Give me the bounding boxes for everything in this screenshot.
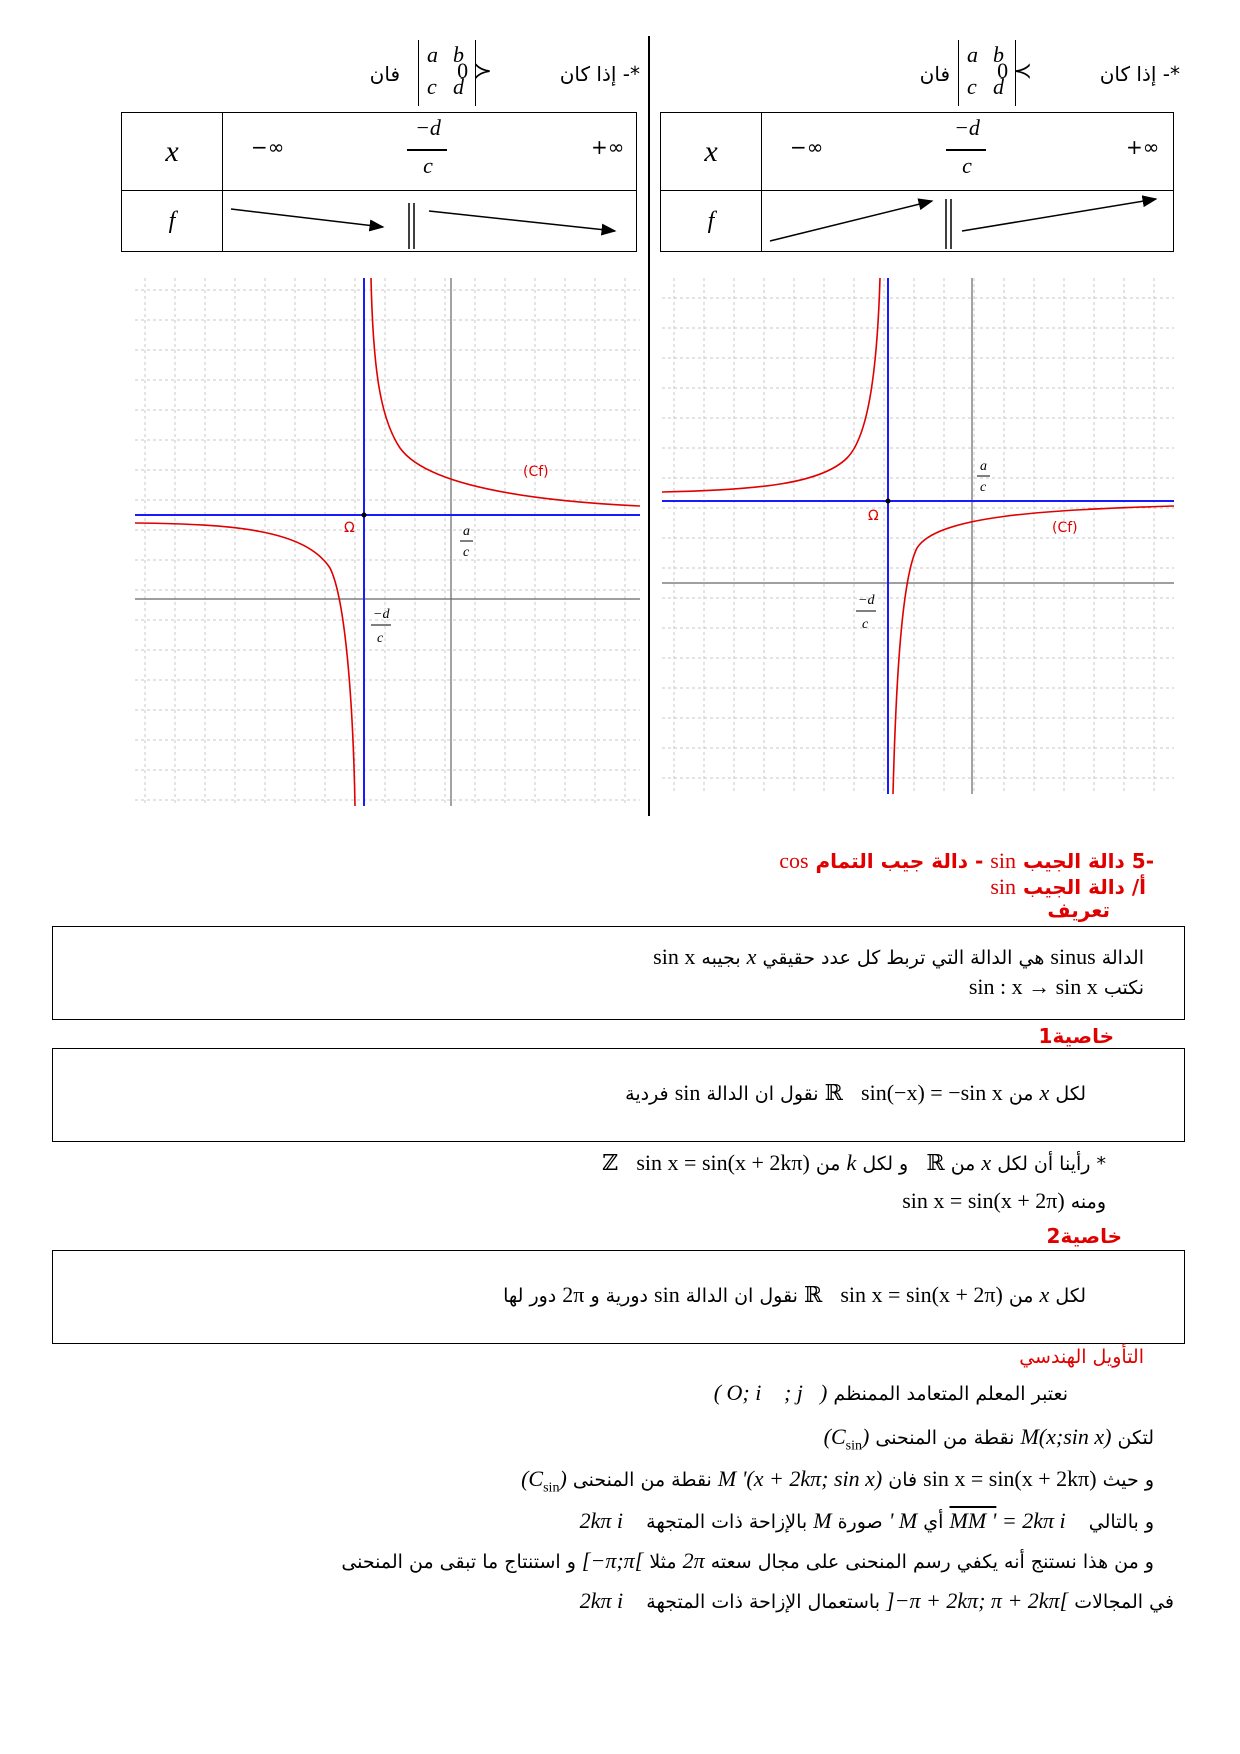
geo-curve-C: (C: [823, 1424, 846, 1449]
p2-text: من: [1008, 1285, 1034, 1307]
p2-text: لكل: [1055, 1285, 1086, 1307]
right-relation: ≻ 0: [997, 58, 1032, 83]
heading-sin: sin: [990, 848, 1016, 873]
geo-curve-sub: sin: [845, 1438, 863, 1454]
seen-math: sin x = sin(x + 2kπ): [636, 1150, 810, 1175]
geo-text: نقطة من المنحنى: [875, 1427, 1015, 1449]
geo-text: صورة: [837, 1511, 883, 1533]
right-v-asym-num: −d: [858, 593, 875, 608]
p2-2pi: 2π: [562, 1282, 585, 1307]
left-relation: ≺ 0: [457, 58, 492, 83]
right-v-asym-den: c: [862, 617, 869, 632]
geo-text: نقطة من المنحنى: [572, 1469, 712, 1491]
left-condition: [360, 50, 640, 110]
geo-text: أي: [923, 1511, 944, 1533]
subheading-text: أ/ دالة الجيب: [1023, 875, 1146, 899]
subsection-heading: [990, 874, 1146, 900]
geo-text: نعتبر المعلم المتعامد الممنظم: [833, 1383, 1068, 1405]
seen-text: * رأينا أن لكل: [997, 1153, 1106, 1175]
seen-x: x: [981, 1150, 992, 1175]
left-h-asym-num: a: [463, 524, 470, 539]
right-variation-table: [660, 112, 1174, 252]
geo-eq: = 2kπ i⃗: [996, 1508, 1083, 1533]
seen-R: ℝ: [926, 1150, 945, 1175]
p2-text: دورية و: [590, 1285, 648, 1307]
det-d: d: [993, 74, 1004, 99]
det-c: c: [427, 74, 437, 99]
pole-numerator: −d: [954, 115, 980, 140]
geo-curve-close: ): [559, 1466, 567, 1491]
seen-k: k: [846, 1150, 857, 1175]
geo-vector: MM ': [949, 1508, 997, 1533]
geometric-line-1: [714, 1380, 1068, 1406]
det-d: d: [453, 74, 464, 99]
p1-text: فردية: [625, 1083, 669, 1105]
seen-Z: ℤ: [602, 1150, 619, 1175]
geo-v: 2kπ i⃗: [579, 1508, 641, 1533]
geometric-line-5: [341, 1548, 1154, 1574]
plus-inf: +∞: [591, 135, 625, 159]
geometric-line-4: [580, 1508, 1154, 1534]
p2-text: نقول ان الدالة: [685, 1285, 798, 1307]
def-text: نكتب: [1103, 977, 1144, 999]
left-curve-label: (Cf): [523, 464, 549, 480]
section-heading: [779, 848, 1154, 874]
p1-text: من: [1008, 1083, 1034, 1105]
column-separator: [648, 36, 650, 816]
geo-M: M(x;sin x): [1020, 1424, 1112, 1449]
det-a: a: [967, 42, 978, 67]
pole-fraction-bar: [407, 149, 447, 151]
pole-numerator: −d: [415, 115, 441, 140]
det-a: a: [427, 42, 438, 67]
left-v-asym-den: c: [377, 631, 384, 646]
geometric-line-2: [824, 1424, 1154, 1454]
seen-text: و لكل: [862, 1153, 909, 1175]
geo-text: و بالتالي: [1088, 1511, 1154, 1533]
table-x-row: [223, 113, 637, 191]
right-graph: [662, 278, 1174, 794]
seen-text: من: [950, 1153, 976, 1175]
left-h-asym-den: c: [463, 545, 470, 560]
def-notation: sin : x → sin x: [968, 974, 1098, 999]
geo-2pi: 2π: [682, 1548, 705, 1573]
pole-denominator: c: [962, 153, 972, 178]
def-text: بجيبه: [701, 947, 741, 969]
plus-inf: +∞: [1126, 135, 1160, 159]
det-b: b: [453, 42, 464, 67]
geo-curve: [823, 1424, 870, 1454]
decreasing-arrows: [223, 191, 637, 253]
pole-fraction-bar: [946, 149, 986, 151]
hence-line: [902, 1188, 1106, 1214]
det-c: c: [967, 74, 977, 99]
left-condition-prefix: *- إذا كان: [559, 62, 640, 86]
geo-text: و استنتاج ما تبقى من المنحنى: [341, 1551, 576, 1573]
right-condition-suffix: فان: [919, 62, 950, 86]
property1-text: [625, 1080, 1086, 1106]
p2-sin: sin: [654, 1282, 680, 1307]
geo-interval: [−π;π[: [581, 1548, 644, 1573]
geo-text: في المجالات: [1074, 1591, 1174, 1613]
table-f-row: [762, 191, 1174, 252]
hence-text: ومنه: [1070, 1191, 1106, 1213]
geo-text: و من هذا نستنج أنه يكفي رسم المنحنى على مجال سعته: [710, 1551, 1154, 1573]
det-b: b: [993, 42, 1004, 67]
def-sinx: sin x: [653, 944, 696, 969]
right-curve-label: (Cf): [1052, 520, 1078, 536]
subheading-sin: sin: [990, 874, 1017, 899]
left-center-label: Ω: [344, 520, 355, 536]
pole-denominator: c: [423, 153, 433, 178]
p1-sin: sin: [674, 1080, 701, 1105]
heading-cos: cos: [779, 848, 809, 873]
minus-inf: −∞: [251, 135, 285, 159]
geo-text: فان: [888, 1469, 918, 1491]
left-graph: [135, 278, 640, 806]
def-sinus: sinus: [1050, 944, 1096, 969]
geo-text: لتكن: [1117, 1427, 1154, 1449]
p2-x: x: [1039, 1282, 1050, 1307]
right-h-asym-num: a: [980, 459, 987, 474]
p1-R: ℝ: [824, 1080, 843, 1105]
geometric-line-3: [521, 1466, 1154, 1496]
table-f-label: f: [661, 191, 762, 252]
property1-title: خاصية1: [1038, 1024, 1114, 1048]
geo-text: مثلا: [649, 1551, 677, 1573]
seen-text: من: [815, 1153, 841, 1175]
p2-text: دور لها: [503, 1285, 557, 1307]
heading-mid: - دالة جيب التمام: [815, 849, 984, 873]
increasing-arrows: [762, 191, 1174, 253]
seen-line: [602, 1150, 1106, 1176]
definition-title: تعريف: [1047, 898, 1110, 922]
property2-text: [503, 1282, 1086, 1308]
hence-math: sin x = sin(x + 2π): [902, 1188, 1065, 1213]
p2-R: ℝ: [803, 1282, 823, 1307]
geo-M: M: [813, 1508, 832, 1533]
geo-math: sin x = sin(x + 2kπ): [923, 1466, 1097, 1491]
def-text: الدالة: [1101, 947, 1144, 969]
minus-inf: −∞: [790, 135, 824, 159]
geo-curve-sub: sin: [543, 1480, 560, 1496]
left-condition-suffix: فان: [369, 62, 400, 86]
definition-line-2: [969, 974, 1144, 1000]
table-f-label: f: [122, 191, 223, 252]
geometric-title: التأويل الهندسي: [1019, 1346, 1144, 1368]
definition-box: [52, 926, 1185, 1020]
p2-math: sin x = sin(x + 2π): [840, 1282, 1003, 1307]
property2-title: خاصية2: [1046, 1224, 1122, 1248]
p1-math: sin(−x) = −sin x: [861, 1080, 1003, 1105]
right-h-asym-den: c: [980, 480, 987, 495]
p1-x: x: [1039, 1080, 1050, 1105]
p1-text: لكل: [1055, 1083, 1086, 1105]
geo-vector-eq: [950, 1508, 1083, 1533]
geo-frame: (O; i⃗ ; j⃗ ): [713, 1380, 828, 1405]
geo-curve-close: ): [862, 1424, 870, 1449]
definition-line-1: [653, 944, 1144, 970]
geometric-line-6: [580, 1588, 1174, 1614]
table-x-label: x: [122, 113, 223, 191]
geo-intervals: ]−π + 2kπ; π + 2kπ[: [886, 1588, 1069, 1613]
geo-curve: [521, 1466, 567, 1496]
geo-Mprime: M ': [888, 1508, 918, 1533]
geo-Mprime: M '(x + 2kπ; sin x): [717, 1466, 883, 1491]
left-determinant: [418, 40, 476, 106]
left-v-asym-num: −d: [373, 607, 390, 622]
p1-text: نقول ان الدالة: [706, 1083, 819, 1105]
table-x-label: x: [661, 113, 762, 191]
geo-text: و حيث: [1102, 1469, 1154, 1491]
left-variation-table: [121, 112, 637, 252]
table-x-row: [762, 113, 1174, 191]
right-condition: [900, 50, 1180, 110]
def-x: x: [746, 944, 757, 969]
right-determinant: [958, 40, 1016, 106]
right-condition-prefix: *- إذا كان: [1099, 62, 1180, 86]
right-center-label: Ω: [868, 508, 879, 524]
def-text: هي الدالة التي تربط كل عدد حقيقي: [762, 947, 1045, 969]
heading-text: -5 دالة الجيب: [1022, 849, 1154, 873]
geo-v: 2kπ i⃗: [579, 1588, 641, 1613]
geo-curve-C: (C: [521, 1466, 544, 1491]
geo-text: بالإزاحة ذات المتجهة: [646, 1511, 808, 1533]
geo-text: باستعمال الإزاحة ذات المتجهة: [646, 1591, 880, 1613]
table-f-row: [223, 191, 637, 252]
